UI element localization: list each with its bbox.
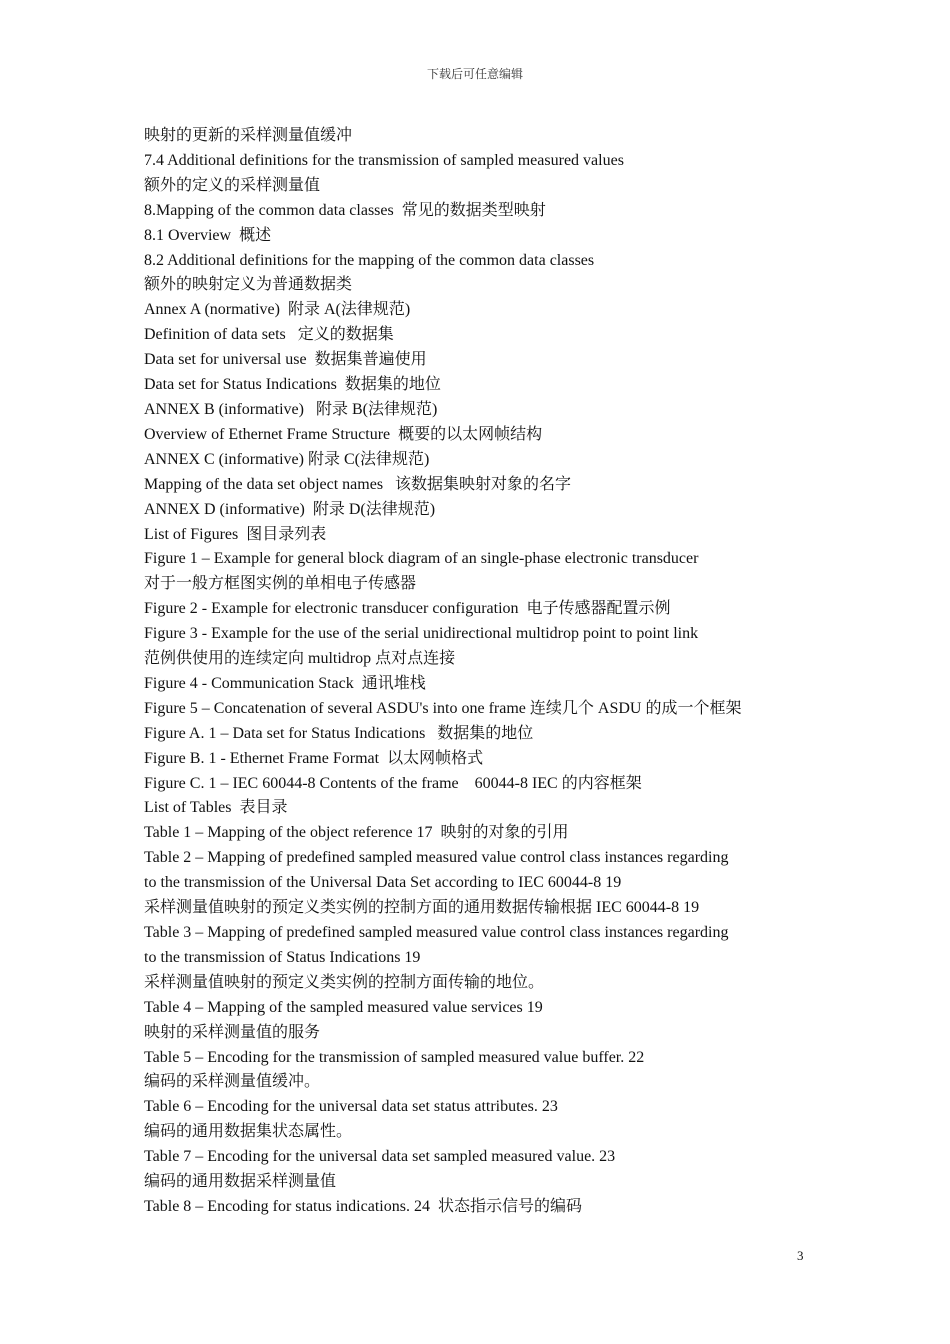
toc-line: Table 1 – Mapping of the object reference 17 映射的对象的引用 bbox=[144, 824, 569, 842]
toc-line: List of Tables 表目录 bbox=[144, 799, 288, 817]
toc-line: Figure 5 – Concatenation of several ASDU's into one frame 连续几个 ASDU 的成一个框架 bbox=[144, 699, 742, 717]
page-header: 下载后可任意编辑 bbox=[426, 67, 523, 81]
toc-line: Table 6 – Encoding for the universal data set status attributes. 23 bbox=[144, 1098, 558, 1116]
toc-content bbox=[144, 124, 864, 1220]
toc-line: 编码的采样测量值缓冲。 bbox=[144, 1073, 321, 1091]
toc-line: ANNEX D (informative) 附录 D(法律规范) bbox=[144, 500, 436, 518]
page-number: 3 bbox=[797, 1248, 804, 1263]
toc-line: Figure 1 – Example for general block diagram of an single-phase electronic transducer bbox=[144, 550, 699, 568]
toc-line: 8.Mapping of the common data classes 常见的数据类型映射 bbox=[144, 201, 546, 219]
toc-line: Table 4 – Mapping of the sampled measured value services 19 bbox=[144, 998, 543, 1016]
toc-line: 7.4 Additional definitions for the transmission of sampled measured values bbox=[144, 151, 624, 169]
toc-line: 范例供使用的连续定向 multidrop 点对点连接 bbox=[144, 650, 456, 668]
toc-line: Table 8 – Encoding for status indications. 24 状态指示信号的编码 bbox=[144, 1197, 582, 1215]
toc-line: Data set for Status Indications 数据集的地位 bbox=[144, 376, 441, 394]
toc-line: Figure A. 1 – Data set for Status Indications 数据集的地位 bbox=[144, 724, 534, 742]
toc-line: Table 3 – Mapping of predefined sampled measured value control class instances regarding bbox=[144, 924, 729, 941]
toc-line: Annex A (normative) 附录 A(法律规范) bbox=[144, 301, 411, 319]
toc-line: 对于一般方框图实例的单相电子传感器 bbox=[144, 575, 417, 593]
toc-line: to the transmission of the Universal Data Set according to IEC 60044-8 19 bbox=[144, 874, 622, 892]
toc-line: Table 7 – Encoding for the universal data set sampled measured value. 23 bbox=[144, 1148, 616, 1166]
toc-line: 8.1 Overview 概述 bbox=[144, 226, 272, 244]
toc-line: Definition of data sets 定义的数据集 bbox=[144, 326, 394, 344]
toc-line: Table 5 – Encoding for the transmission of sampled measured value buffer. 22 bbox=[144, 1048, 645, 1066]
toc-line: Overview of Ethernet Frame Structure 概要的以太网帧结构 bbox=[144, 425, 543, 443]
toc-line: 映射的更新的采样测量值缓冲 bbox=[144, 127, 353, 144]
toc-line: 额外的映射定义为普通数据类 bbox=[144, 276, 353, 294]
toc-line: List of Figures 图目录列表 bbox=[144, 525, 327, 543]
toc-line: Figure C. 1 – IEC 60044-8 Contents of the frame 60044-8 IEC 的内容框架 bbox=[144, 774, 642, 792]
toc-line: Data set for universal use 数据集普遍使用 bbox=[144, 351, 427, 369]
toc-line: 编码的通用数据集状态属性。 bbox=[144, 1123, 353, 1141]
toc-line: Mapping of the data set object names 该数据集映射对象的名字 bbox=[144, 475, 572, 493]
toc-line: ANNEX B (informative) 附录 B(法律规范) bbox=[144, 400, 438, 418]
toc-line: Figure 2 - Example for electronic transducer configuration 电子传感器配置示例 bbox=[144, 600, 671, 618]
toc-line: ANNEX C (informative) 附录 C(法律规范) bbox=[144, 450, 430, 468]
toc-line: 采样测量值映射的预定义类实例的控制方面的通用数据传输根据 IEC 60044-8 19 bbox=[144, 899, 700, 917]
toc-line: 额外的定义的采样测量值 bbox=[144, 176, 321, 194]
toc-line: Figure B. 1 - Ethernet Frame Format 以太网帧格式 bbox=[144, 749, 484, 767]
toc-line: Figure 4 - Communication Stack 通讯堆栈 bbox=[144, 674, 426, 692]
toc-line: to the transmission of Status Indications 19 bbox=[144, 948, 421, 966]
toc-line: 采样测量值映射的预定义类实例的控制方面传输的地位。 bbox=[144, 973, 545, 991]
toc-line: 映射的采样测量值的服务 bbox=[144, 1023, 321, 1041]
toc-line: Figure 3 - Example for the use of the serial unidirectional multidrop point to point link bbox=[144, 625, 699, 643]
toc-line: Table 2 – Mapping of predefined sampled measured value control class instances regarding bbox=[144, 849, 729, 867]
toc-line: 8.2 Additional definitions for the mapping of the common data classes bbox=[144, 251, 595, 269]
toc-line: 编码的通用数据采样测量值 bbox=[144, 1173, 337, 1191]
